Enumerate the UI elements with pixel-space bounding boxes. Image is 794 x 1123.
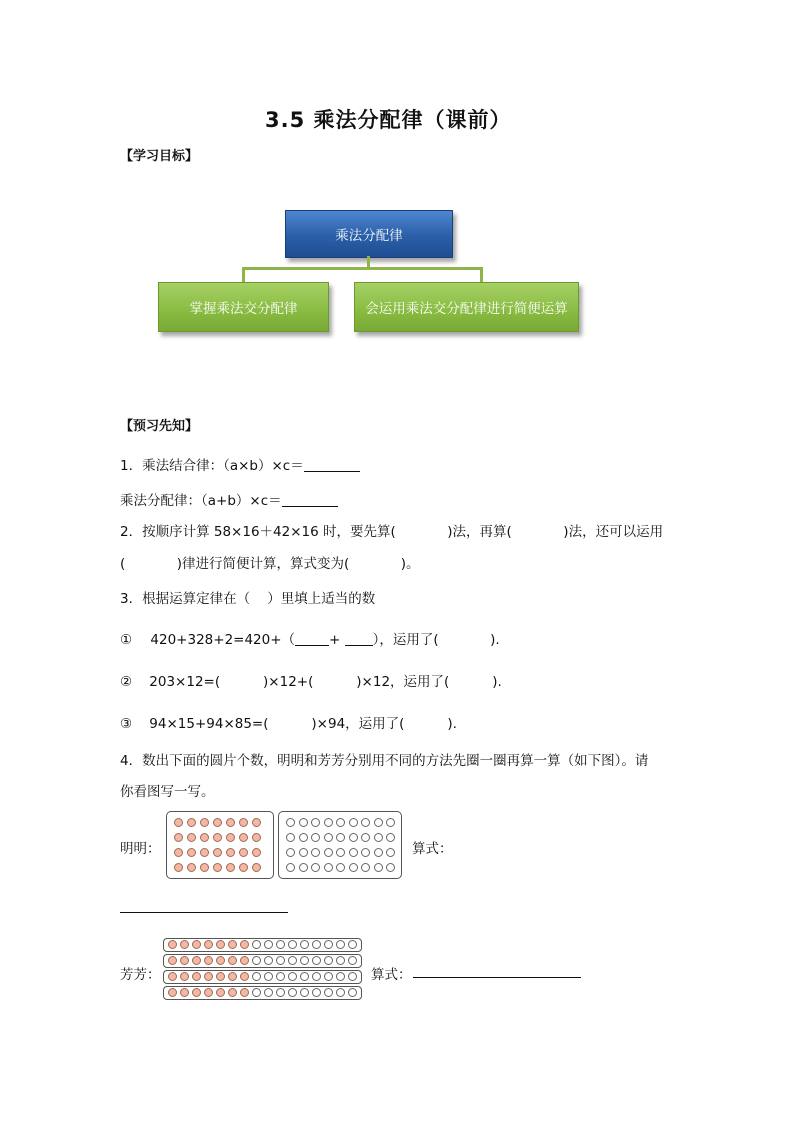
filled-counter-dot bbox=[187, 818, 196, 827]
empty-counter-dot bbox=[311, 818, 320, 827]
empty-counter-dot bbox=[264, 972, 273, 981]
empty-counter-dot bbox=[336, 956, 345, 965]
section-learning-goals: 【学习目标】 bbox=[120, 149, 199, 164]
empty-counter-dot bbox=[324, 833, 333, 842]
empty-counter-dot bbox=[299, 863, 308, 872]
empty-counter-dot bbox=[286, 848, 295, 857]
filled-counter-dot bbox=[204, 940, 213, 949]
filled-counter-dot bbox=[180, 988, 189, 997]
question-1-line-1 bbox=[120, 454, 360, 474]
empty-counter-dot bbox=[374, 848, 383, 857]
filled-counter-dot bbox=[174, 833, 183, 842]
empty-counter-dot bbox=[311, 833, 320, 842]
filled-counter-dot bbox=[168, 956, 177, 965]
empty-counter-dot bbox=[348, 972, 357, 981]
filled-counter-dot bbox=[192, 972, 201, 981]
filled-counter-dot bbox=[200, 818, 209, 827]
empty-counter-dot bbox=[300, 972, 309, 981]
empty-counter-dot bbox=[386, 833, 395, 842]
counter-strip bbox=[163, 954, 362, 968]
empty-counter-dot bbox=[361, 833, 370, 842]
empty-counter-dot bbox=[348, 956, 357, 965]
empty-counter-dot bbox=[286, 818, 295, 827]
empty-counter-dot bbox=[374, 863, 383, 872]
item-number: ① bbox=[120, 632, 133, 648]
filled-counter-dot bbox=[174, 818, 183, 827]
filled-counter-dot bbox=[180, 956, 189, 965]
empty-counter-dot bbox=[336, 818, 345, 827]
question-2-line-1: 2．按顺序计算 58×16＋42×16 时，要先算( )法，再算( )法，还可以运用 bbox=[120, 524, 664, 540]
mingming-label: 明明： bbox=[120, 841, 161, 857]
answer-blank[interactable] bbox=[282, 492, 338, 507]
empty-counter-dot bbox=[299, 833, 308, 842]
diagram-connector bbox=[480, 267, 483, 282]
diagram-connector bbox=[242, 267, 483, 270]
diagram-right-box: 会运用乘法交分配律进行简便运算 bbox=[354, 282, 579, 332]
empty-counter-dot bbox=[348, 988, 357, 997]
filled-counter-dot bbox=[216, 940, 225, 949]
question-3-item-2 bbox=[120, 670, 502, 690]
answer-blank[interactable] bbox=[345, 631, 373, 646]
empty-counter-dot bbox=[276, 972, 285, 981]
filled-counter-dot bbox=[240, 956, 249, 965]
diagram-root-box: 乘法分配律 bbox=[285, 210, 453, 258]
empty-counter-dot bbox=[288, 972, 297, 981]
filled-counter-dot bbox=[200, 863, 209, 872]
filled-counter-dot bbox=[239, 818, 248, 827]
empty-counter-dot bbox=[324, 972, 333, 981]
filled-counter-dot bbox=[180, 972, 189, 981]
filled-counter-dot bbox=[213, 833, 222, 842]
filled-counter-dot bbox=[216, 972, 225, 981]
counter-strip bbox=[163, 938, 362, 952]
empty-counter-dot bbox=[349, 848, 358, 857]
empty-counter-dot bbox=[386, 818, 395, 827]
empty-counter-dot bbox=[252, 972, 261, 981]
filled-counter-dot bbox=[240, 988, 249, 997]
empty-counter-dot bbox=[336, 972, 345, 981]
question-3-item-3 bbox=[120, 712, 457, 732]
empty-counter-dot bbox=[300, 956, 309, 965]
filled-counter-dot bbox=[239, 848, 248, 857]
page-title: 3.5 乘法分配律（课前） bbox=[265, 108, 512, 132]
question-4-line-2: 你看图写一写。 bbox=[120, 784, 215, 800]
filled-counter-dot bbox=[174, 848, 183, 857]
filled-counter-dot bbox=[187, 833, 196, 842]
filled-counter-dot bbox=[168, 972, 177, 981]
filled-counter-dot bbox=[213, 863, 222, 872]
filled-counter-dot bbox=[204, 972, 213, 981]
item-number: ③ bbox=[120, 716, 133, 732]
filled-counter-dot bbox=[228, 940, 237, 949]
filled-counter-dot bbox=[228, 972, 237, 981]
filled-counter-dot bbox=[226, 863, 235, 872]
empty-counter-dot bbox=[312, 972, 321, 981]
filled-counter-dot bbox=[213, 818, 222, 827]
mingming-answer-line[interactable] bbox=[120, 912, 288, 913]
empty-counter-dot bbox=[311, 848, 320, 857]
q1-associative-text: 1．乘法结合律：（a×b）×c＝ bbox=[120, 458, 304, 474]
diagram-connector bbox=[242, 267, 245, 282]
empty-counter-dot bbox=[324, 988, 333, 997]
empty-counter-dot bbox=[252, 988, 261, 997]
filled-counter-dot bbox=[226, 818, 235, 827]
empty-counter-dot bbox=[361, 863, 370, 872]
question-1-line-2 bbox=[120, 489, 338, 509]
empty-counter-dot bbox=[299, 818, 308, 827]
filled-counter-dot bbox=[187, 863, 196, 872]
counter-strip bbox=[163, 970, 362, 984]
fangfang-label: 芳芳： bbox=[120, 967, 161, 983]
filled-counter-dot bbox=[180, 940, 189, 949]
empty-counter-dot bbox=[336, 833, 345, 842]
empty-counter-dot bbox=[324, 863, 333, 872]
empty-counter-dot bbox=[276, 988, 285, 997]
diagram-left-box: 掌握乘法交分配律 bbox=[158, 282, 329, 332]
mingming-tray-empty bbox=[278, 811, 402, 879]
filled-counter-dot bbox=[252, 863, 261, 872]
empty-counter-dot bbox=[276, 956, 285, 965]
empty-counter-dot bbox=[288, 940, 297, 949]
empty-counter-dot bbox=[386, 863, 395, 872]
answer-blank[interactable] bbox=[304, 457, 360, 472]
empty-counter-dot bbox=[264, 956, 273, 965]
empty-counter-dot bbox=[299, 848, 308, 857]
item-2-text: 203×12=( )×12+( )×12，运用了( ). bbox=[149, 674, 502, 690]
filled-counter-dot bbox=[216, 956, 225, 965]
empty-counter-dot bbox=[349, 818, 358, 827]
empty-counter-dot bbox=[324, 818, 333, 827]
empty-counter-dot bbox=[264, 988, 273, 997]
item-3-text: 94×15+94×85=( )×94，运用了( ). bbox=[149, 716, 457, 732]
mingming-formula-label: 算式： bbox=[412, 841, 453, 857]
empty-counter-dot bbox=[312, 988, 321, 997]
section-preview: 【预习先知】 bbox=[120, 419, 199, 434]
filled-counter-dot bbox=[200, 848, 209, 857]
question-3-item-1 bbox=[120, 628, 500, 648]
question-4-line-1: 4．数出下面的圆片个数，明明和芳芳分别用不同的方法先圈一圈再算一算（如下图）。请 bbox=[120, 753, 649, 769]
filled-counter-dot bbox=[216, 988, 225, 997]
filled-counter-dot bbox=[228, 956, 237, 965]
item-1-text-a: 420+328+2=420+（ bbox=[150, 632, 296, 648]
filled-counter-dot bbox=[187, 848, 196, 857]
empty-counter-dot bbox=[286, 833, 295, 842]
filled-counter-dot bbox=[168, 940, 177, 949]
empty-counter-dot bbox=[276, 940, 285, 949]
answer-blank[interactable] bbox=[295, 631, 329, 646]
filled-counter-dot bbox=[239, 863, 248, 872]
filled-counter-dot bbox=[192, 956, 201, 965]
filled-counter-dot bbox=[226, 833, 235, 842]
empty-counter-dot bbox=[300, 940, 309, 949]
filled-counter-dot bbox=[228, 988, 237, 997]
q1-distributive-text: 乘法分配律：（a+b）×c＝ bbox=[120, 493, 282, 509]
empty-counter-dot bbox=[288, 956, 297, 965]
empty-counter-dot bbox=[361, 848, 370, 857]
filled-counter-dot bbox=[240, 972, 249, 981]
empty-counter-dot bbox=[349, 863, 358, 872]
filled-counter-dot bbox=[240, 940, 249, 949]
counter-strip bbox=[163, 986, 362, 1000]
fangfang-answer-line[interactable] bbox=[413, 977, 581, 978]
empty-counter-dot bbox=[324, 940, 333, 949]
filled-counter-dot bbox=[226, 848, 235, 857]
filled-counter-dot bbox=[200, 833, 209, 842]
empty-counter-dot bbox=[361, 818, 370, 827]
empty-counter-dot bbox=[336, 863, 345, 872]
item-1-plus: + bbox=[329, 632, 341, 648]
empty-counter-dot bbox=[311, 863, 320, 872]
empty-counter-dot bbox=[312, 956, 321, 965]
empty-counter-dot bbox=[348, 940, 357, 949]
mingming-tray-filled bbox=[166, 811, 274, 879]
empty-counter-dot bbox=[374, 818, 383, 827]
fangfang-formula-label: 算式： bbox=[371, 967, 412, 983]
filled-counter-dot bbox=[252, 818, 261, 827]
empty-counter-dot bbox=[336, 988, 345, 997]
filled-counter-dot bbox=[204, 956, 213, 965]
empty-counter-dot bbox=[374, 833, 383, 842]
filled-counter-dot bbox=[168, 988, 177, 997]
filled-counter-dot bbox=[239, 833, 248, 842]
empty-counter-dot bbox=[252, 956, 261, 965]
empty-counter-dot bbox=[324, 848, 333, 857]
question-3-stem: 3．根据运算定律在（ ）里填上适当的数 bbox=[120, 591, 376, 607]
filled-counter-dot bbox=[192, 940, 201, 949]
empty-counter-dot bbox=[288, 988, 297, 997]
filled-counter-dot bbox=[192, 988, 201, 997]
filled-counter-dot bbox=[213, 848, 222, 857]
empty-counter-dot bbox=[336, 848, 345, 857]
empty-counter-dot bbox=[349, 833, 358, 842]
filled-counter-dot bbox=[204, 988, 213, 997]
empty-counter-dot bbox=[300, 988, 309, 997]
empty-counter-dot bbox=[324, 956, 333, 965]
empty-counter-dot bbox=[264, 940, 273, 949]
filled-counter-dot bbox=[252, 848, 261, 857]
item-1-text-c: ），运用了( ). bbox=[372, 632, 500, 648]
empty-counter-dot bbox=[386, 848, 395, 857]
filled-counter-dot bbox=[174, 863, 183, 872]
empty-counter-dot bbox=[336, 940, 345, 949]
question-2-line-2: ( )律进行简便计算，算式变为( )。 bbox=[120, 556, 420, 572]
empty-counter-dot bbox=[312, 940, 321, 949]
empty-counter-dot bbox=[286, 863, 295, 872]
empty-counter-dot bbox=[252, 940, 261, 949]
filled-counter-dot bbox=[252, 833, 261, 842]
item-number: ② bbox=[120, 674, 133, 690]
